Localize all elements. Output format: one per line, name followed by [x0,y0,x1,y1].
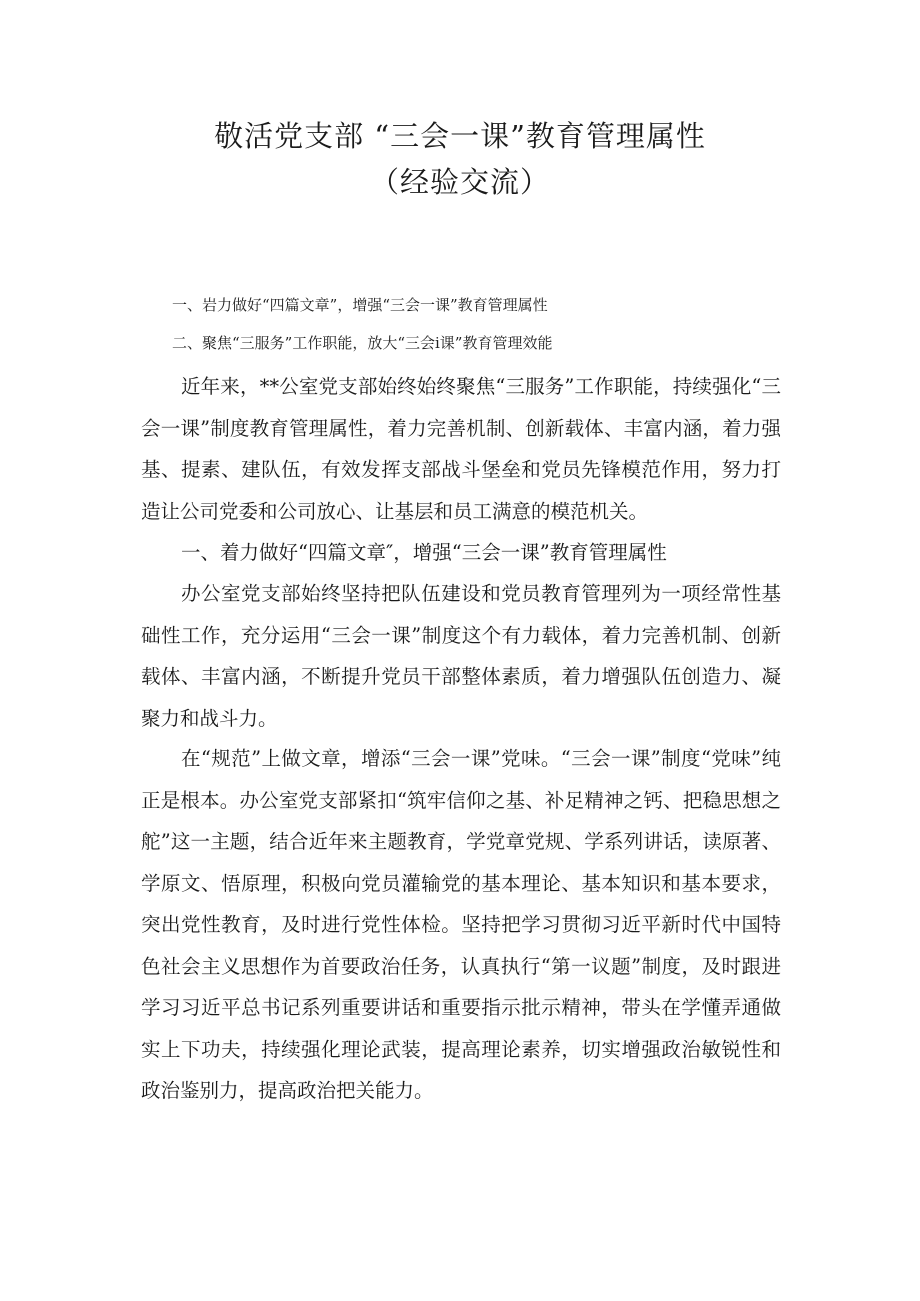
body-paragraph-2: 在“规范”上做文章，增添“三会一课”党味。“三会一课”制度“党味”纯正是根本。办公室党支部紧扣“筑牢信仰之基、补足精神之钙、把稳思想之舵”这一主题，结合近年来主题教育，学党章党规、学系列讲话，读原著、学原文、悟原理，积极向党员灌输党的基本理论、基本知识和基本要求，突出党性教育，及时进行党性体检。坚持把学习贯彻习近平新时代中国特色社会主义思想作为首要政治任务，认真执行“第一议题”制度，及时跟进学习习近平总书记系列重要讲话和重要指示批示精神，带头在学懂弄通做实上下功夫，持续强化理论武装，提高理论素养，切实增强政治敏锐性和政治鉴别力，提高政治把关能力。 [141,747,781,1102]
document-subtitle: （经验交流） [369,165,550,199]
outline-item-2: 二、聚焦“三服务”工作职能，放大“三会i课”教育管理效能 [172,334,553,352]
body-paragraph-1: 办公室党支部始终坚持把队伍建设和党员教育管理列为一项经常性基础性工作，充分运用“三会一课”制度这个有力载体，着力完善机制、创新载体、丰富内涵，不断提升党员干部整体素质，着力增强队伍创造力、凝聚力和战斗力。 [141,582,781,730]
intro-paragraph: 近年来，**公室党支部始终始终聚焦“三服务”工作职能，持续强化“三会一课”制度教育管理属性，着力完善机制、创新载体、丰富内涵，着力强基、提素、建队伍，有效发挥支部战斗堡垒和党员先锋模范作用，努力打造让公司党委和公司放心、让基层和员工满意的模范机关。 [141,375,781,523]
section-heading: 一、着力做好“四篇文章″，增强“三会一课”教育管理属性 [181,541,667,564]
document-title: 敬活党支部 “三会一课”教育管理属性 [214,119,706,153]
outline-item-1: 一、岩力做好“四篇文章”，增强“三会一课”教育管理属性 [172,296,548,314]
